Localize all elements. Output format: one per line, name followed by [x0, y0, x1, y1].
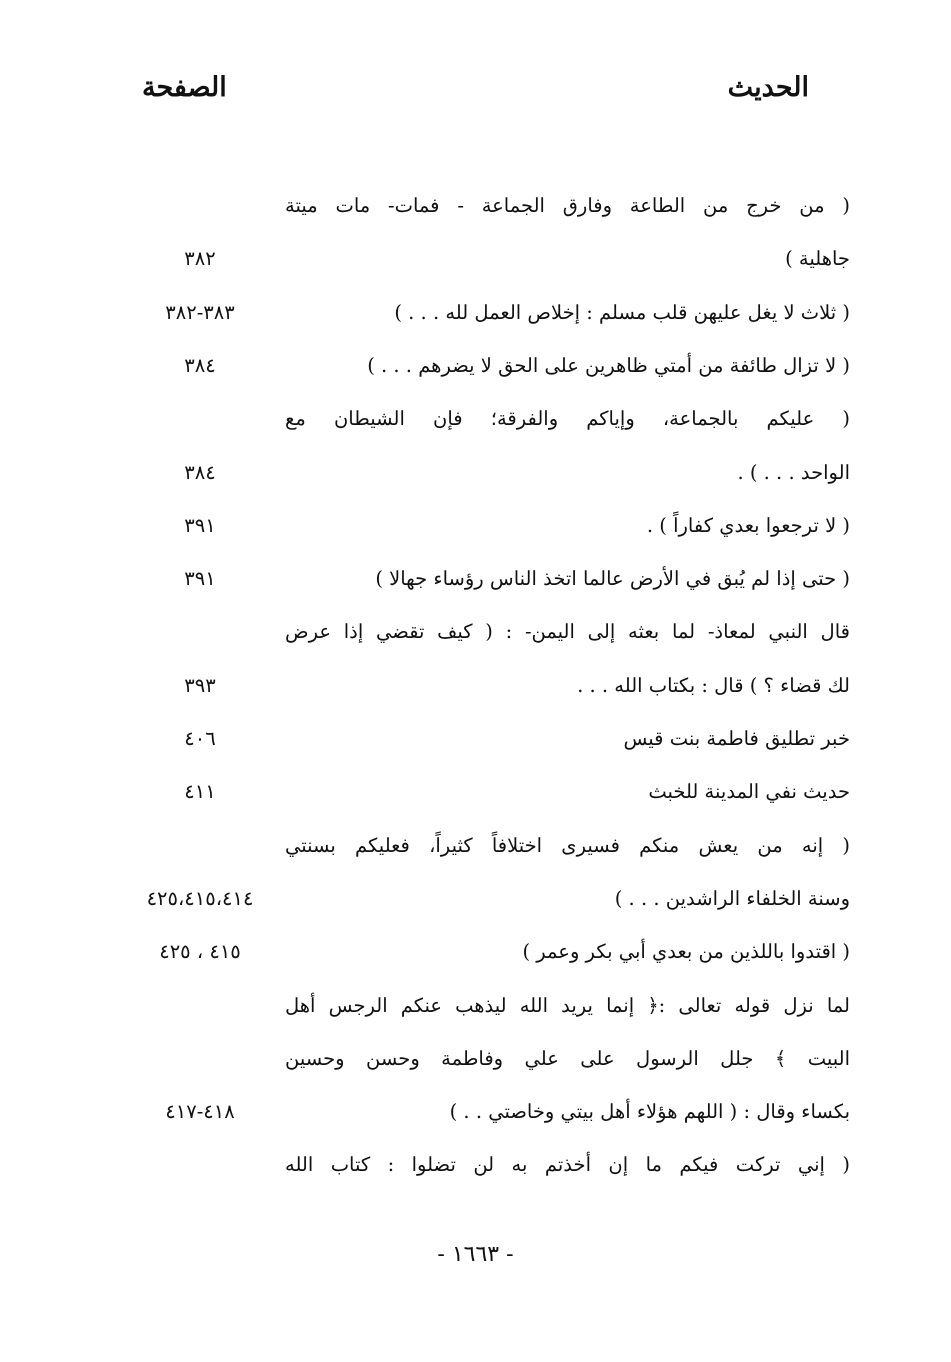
page-reference: ٣٨٣-٣٨٢: [165, 300, 235, 324]
index-row: [130, 986, 850, 1026]
index-row: [130, 399, 850, 439]
hadith-text: خبر تطليق فاطمة بنت قيس: [623, 727, 850, 750]
index-row: [130, 1039, 850, 1079]
page-reference: ٣٩١: [184, 567, 216, 591]
hadith-text: بكساء وقال : ( اللهم هؤلاء أهل بيتي وخاصتي . . ): [449, 1100, 850, 1124]
page-number: - ١٦٦٣ -: [437, 1242, 514, 1267]
index-row: [130, 186, 850, 226]
index-row: [130, 1145, 850, 1185]
index-row: [130, 666, 850, 706]
hadith-text: ( لا تزال طائفة من أمتي ظاهرين على الحق لا يضرهم . . . ): [367, 353, 850, 377]
page-reference: ٣٩٣: [184, 673, 216, 697]
hadith-text: ( ثلاث لا يغل عليهن قلب مسلم : إخلاص العمل لله . . . ): [394, 300, 850, 324]
page-reference: ٤١٥ ، ٤٢٥: [159, 940, 241, 964]
page-reference: ٣٩١: [184, 513, 216, 537]
hadith-text: ( إني تركت فيكم ما إن أخذتم به لن تضلوا : كتاب الله: [285, 1153, 850, 1177]
hadith-text: الواحد . . . ) .: [737, 460, 850, 484]
index-row: [130, 559, 850, 599]
hadith-text: ( لا ترجعوا بعدي كفاراً ) .: [646, 513, 850, 537]
hadith-text: البيت ﴾ جلل الرسول على علي وفاطمة وحسن وحسين: [285, 1046, 850, 1070]
page-reference: ٣٨٤: [184, 460, 216, 484]
hadith-text: وسنة الخلفاء الراشدين . . . ): [614, 886, 850, 910]
page-reference: ٤١٨-٤١٧: [165, 1100, 235, 1124]
column-header-hadith: الحديث: [727, 72, 809, 103]
index-row: [130, 239, 850, 279]
hadith-text: لما نزل قوله تعالى :﴿ إنما يريد الله ليذهب عنكم الرجس أهل: [285, 993, 850, 1017]
hadith-text: لك قضاء ؟ ) قال : بكتاب الله . . .: [577, 673, 850, 697]
hadith-text: ( حتى إذا لم يُبق في الأرض عالما اتخذ الناس رؤساء جهالا ): [375, 567, 850, 591]
page-reference: ٣٨٤: [184, 353, 216, 377]
page-reference: ٤٠٦: [184, 727, 216, 750]
hadith-text: حديث نفي المدينة للخبث: [648, 780, 850, 804]
index-row: [130, 293, 850, 333]
index-row: [130, 826, 850, 866]
page-reference: ٤١١: [184, 780, 216, 804]
index-row: [130, 1092, 850, 1132]
page-reference: ٤٢٥،٤١٥،٤١٤: [146, 886, 254, 910]
index-row: [130, 612, 850, 652]
page-reference: ٣٨٢: [184, 247, 216, 271]
column-header-page: الصفحة: [142, 72, 227, 103]
index-row: [130, 346, 850, 386]
index-row: [130, 772, 850, 812]
hadith-text: قال النبي لمعاذ- لما بعثه إلى اليمن- : ( كيف تقضي إذا عرض: [285, 620, 850, 644]
index-row: [130, 932, 850, 972]
index-row: [130, 879, 850, 919]
hadith-text: ( إنه من يعش منكم فسيرى اختلافاً كثيراً، فعليكم بسنتي: [285, 833, 850, 857]
hadith-text: ( اقتدوا باللذين من بعدي أبي بكر وعمر ): [522, 940, 850, 964]
index-row: [130, 453, 850, 493]
hadith-text: ( من خرج من الطاعة وفارق الجماعة - فمات- مات ميتة: [285, 194, 850, 217]
index-row: [130, 719, 850, 759]
hadith-text: جاهلية ): [785, 247, 850, 271]
hadith-text: ( عليكم بالجماعة، وإياكم والفرقة؛ فإن الشيطان مع: [285, 407, 850, 431]
index-row: [130, 506, 850, 546]
